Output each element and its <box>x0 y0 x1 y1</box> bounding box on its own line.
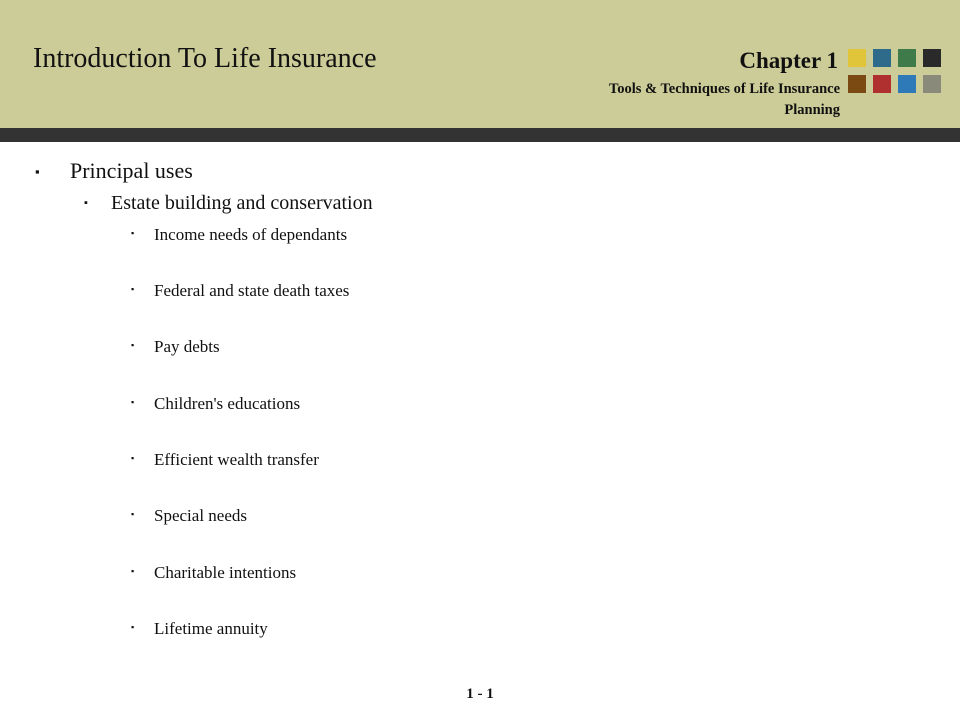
chapter-label: Chapter 1 <box>739 48 838 73</box>
bullet-icon: ▪ <box>131 397 135 407</box>
list-item-text: Pay debts <box>154 337 220 356</box>
list-item-text: Income needs of dependants <box>154 225 348 244</box>
bullet-icon: ▪ <box>131 228 135 238</box>
list-item-text: Federal and state death taxes <box>154 281 350 300</box>
bullet-icon: ▪ <box>131 340 135 350</box>
list-item-text: Charitable intentions <box>154 563 297 582</box>
bullet-icon: ▪ <box>131 622 135 632</box>
bullet-level1: Principal uses <box>70 158 193 183</box>
list-item-text: Children's educations <box>154 394 301 413</box>
logo-square-icon <box>848 75 866 93</box>
slide-title: Introduction To Life Insurance <box>33 43 377 74</box>
chapter-subtitle: Tools & Techniques of Life Insurance Planning <box>608 81 840 118</box>
logo-square-icon <box>873 75 891 93</box>
list-item-text: Lifetime annuity <box>154 619 268 638</box>
page-number: 1 - 1 <box>466 686 494 702</box>
bullet-icon: ▪ <box>35 164 40 179</box>
list-item-text: Efficient wealth transfer <box>154 450 319 469</box>
header-divider <box>0 128 960 142</box>
list-item-text: Special needs <box>154 506 247 525</box>
logo-square-icon <box>923 49 941 67</box>
logo-square-icon <box>848 49 866 67</box>
logo-square-icon <box>923 75 941 93</box>
bullet-level2: Estate building and conservation <box>111 192 373 214</box>
bullet-icon: ▪ <box>131 509 135 519</box>
bullet-icon: ▪ <box>131 453 135 463</box>
logo-square-icon <box>898 75 916 93</box>
bullet-icon: ▪ <box>131 284 135 294</box>
bullet-icon: ▪ <box>84 197 88 209</box>
logo-square-icon <box>873 49 891 67</box>
bullet-icon: ▪ <box>131 566 135 576</box>
header-bar <box>0 0 960 128</box>
logo-square-icon <box>898 49 916 67</box>
